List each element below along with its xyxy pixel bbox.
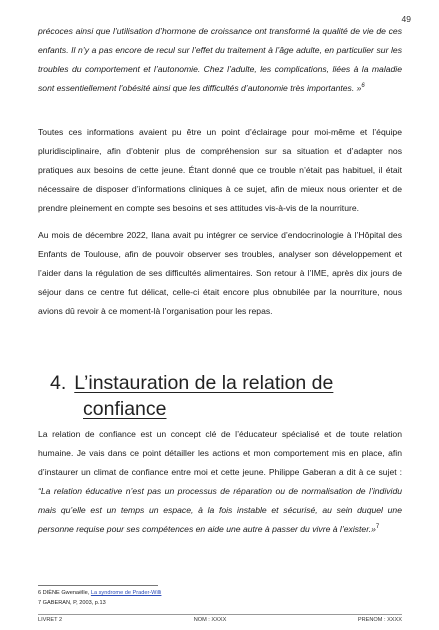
quote-continuation-paragraph bbox=[38, 22, 402, 98]
section-title-line2: confiance bbox=[83, 398, 167, 420]
trust-intro-text: La relation de confiance est un concept clé de l’éducateur spécialisé et de toute relation humaine. Je vais dans ce point détailler les actions et mon comportement mis en place, afin d’instaurer un climat de confiance entre moi et cette jeune. Philippe Gaberan a dit à ce sujet : bbox=[38, 429, 402, 477]
footer-left: LIVRET 2 bbox=[38, 617, 63, 623]
footnote-6 bbox=[38, 588, 402, 598]
footnote-ref-6: 6 bbox=[361, 83, 365, 90]
quote-text: précoces ainsi que l’utilisation d’hormone de croissance ont transformé la qualité de vie de ces enfants. Il n’y a pas encore de recul sur l’effet du traitement à l’âge adulte, en particulier sur les troubles du comportement et l’autonomie. Chez l’adulte, les complications, liées à la maladie sont essentiellement l’obésité ainsi que les difficultés d’autonomie très importantes. » bbox=[38, 26, 402, 93]
footer-center: NOM : XXXX bbox=[193, 617, 227, 623]
footer-divider bbox=[38, 614, 402, 615]
page-number: 49 bbox=[401, 14, 411, 24]
information-paragraph: Toutes ces informations avaient pu être un point d’éclairage pour moi-même et l’équipe pluridisciplinaire, afin d’obtenir plus de compréhension sur sa situation et d’adapter nos pratiques aux besoins de cette jeune. Étant donné que ce trouble n’était pas habituel, il était nécessaire de disposer d’informations cliniques à ce sujet, afin de mieux nous orienter et de prendre pleinement en compte ses besoins et ses attitudes vis-à-vis de la nourriture. bbox=[38, 127, 402, 213]
footnote-7: 7 GABERAN, P, 2003, p.13 bbox=[38, 600, 106, 606]
trust-relation-paragraph bbox=[38, 425, 402, 539]
gaberan-quote: “La relation éducative n’est pas un processus de réparation ou de normalisation de l’individu mais qu’elle est un temps un espace, à la fois instable et sécurisé, au sein duquel une personne requise pour ses compétences en aide une autre à passer du vivre à l’exister.» bbox=[38, 486, 402, 534]
footer-right: PRENOM : XXXX bbox=[357, 617, 402, 623]
section-heading bbox=[50, 370, 333, 422]
footnotes bbox=[38, 588, 402, 608]
footnote-6-text: 6 DIÈNE Gwenaëlle, bbox=[38, 590, 91, 596]
footnote-6-link[interactable]: La syndrome de Prader-Willi bbox=[90, 590, 162, 596]
footnote-ref-7: 7 bbox=[375, 524, 380, 531]
footnote-divider bbox=[38, 585, 158, 586]
page-footer bbox=[38, 617, 402, 623]
section-number: 4. bbox=[50, 372, 67, 394]
section-title-line1: L’instauration de la relation de bbox=[74, 372, 334, 394]
hospital-stay-paragraph: Au mois de décembre 2022, Ilana avait pu intégrer ce service d’endocrinologie à l’Hôpital des Enfants de Toulouse, afin de pouvoir observer ses troubles, analyser son développement et l’aider dans la régulation de ses difficultés alimentaires. Son retour à l’IME, après dix jours de séjour dans ce centre fut délicat, celle-ci était encore plus obnubilée par la nourriture, nous avions dû revoir à ce moment-là l’organisation pour les repas. bbox=[38, 230, 402, 316]
